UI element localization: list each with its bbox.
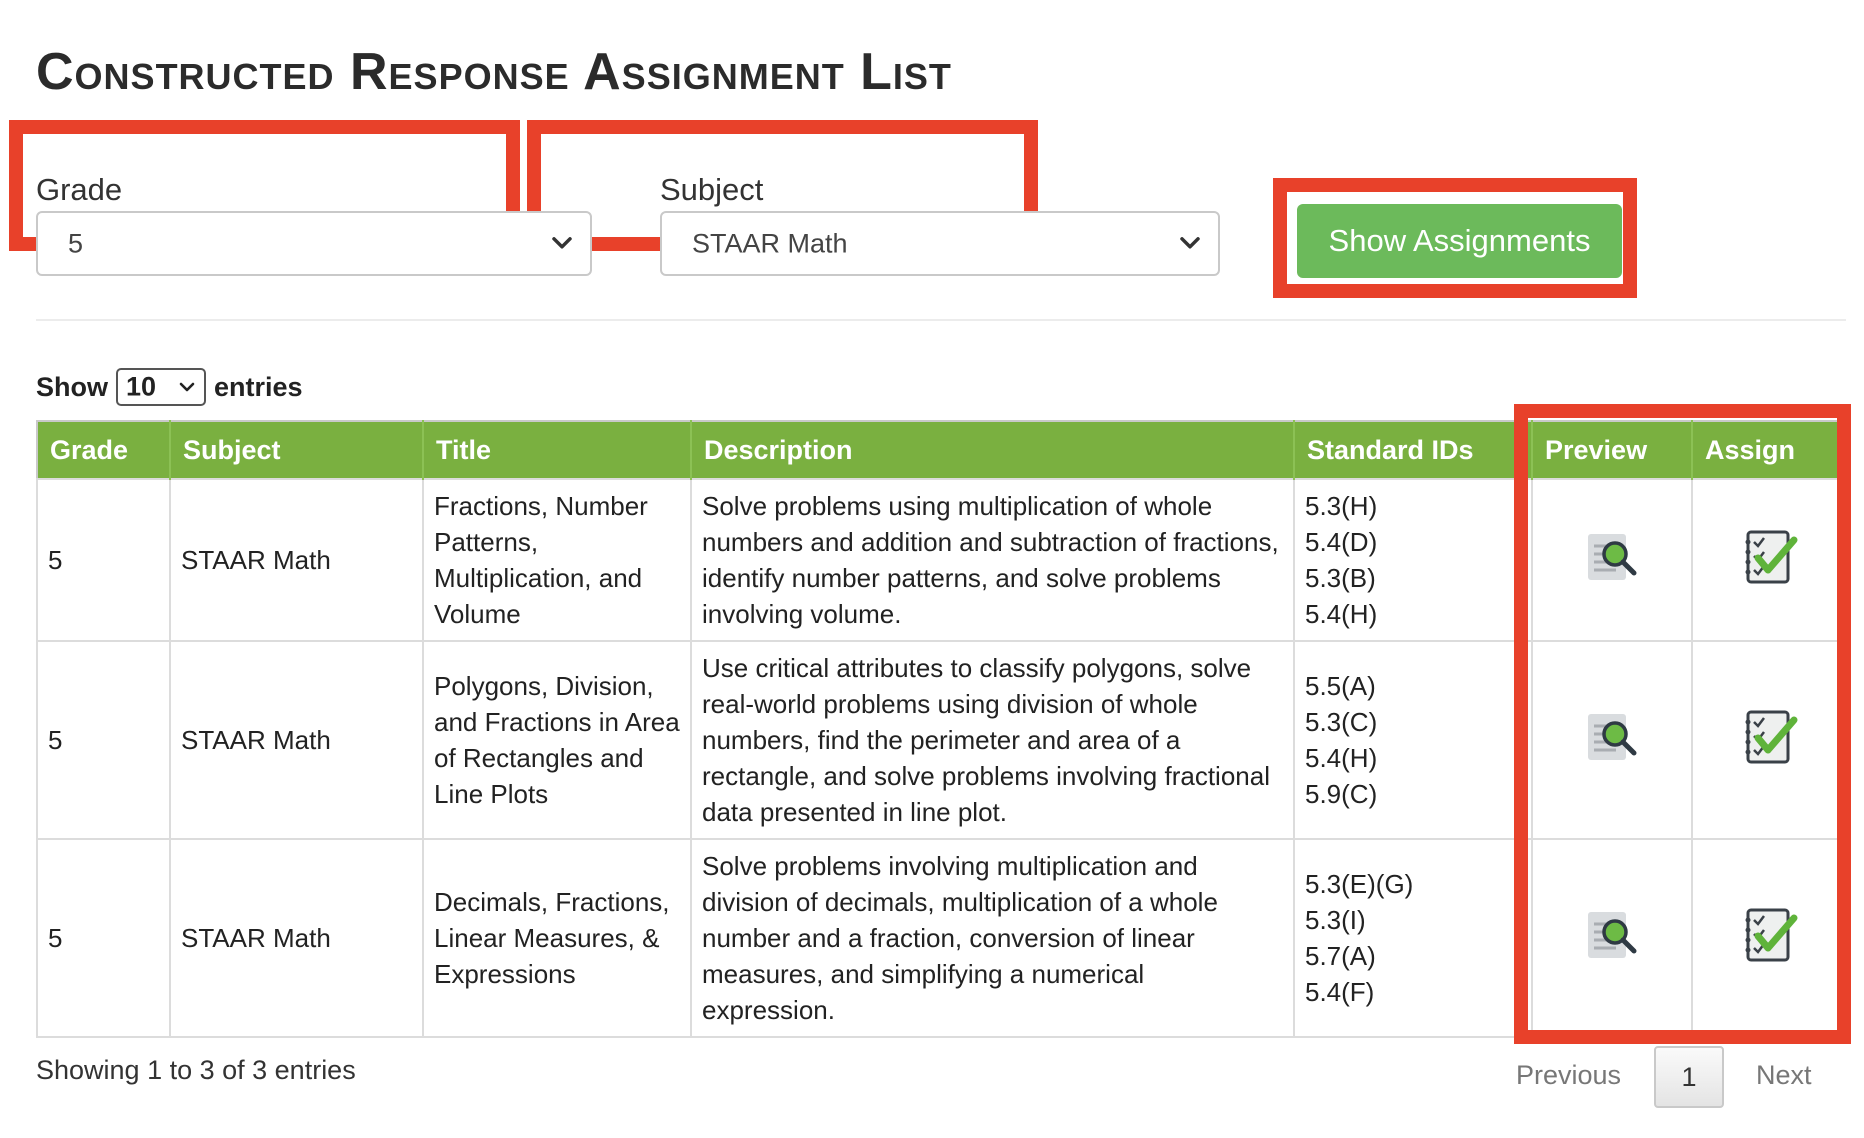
column-header-assign: Assign <box>1692 421 1847 479</box>
subject-select[interactable] <box>660 211 1220 276</box>
standard-id: 5.3(H) <box>1305 491 1378 521</box>
cell-title: Fractions, Number Patterns, Multiplication, and Volume <box>423 479 691 641</box>
grade-label: Grade <box>36 172 123 207</box>
subject-label: Subject <box>660 172 764 207</box>
cell-standard-ids <box>1294 479 1532 641</box>
standard-id: 5.3(E)(G) <box>1305 869 1414 899</box>
entries-length-select[interactable] <box>116 368 206 406</box>
standard-id: 5.4(F) <box>1305 977 1375 1007</box>
table-info: Showing 1 to 3 of 3 entries <box>36 1055 356 1085</box>
standard-id: 5.3(C) <box>1305 707 1378 737</box>
cell-description: Solve problems involving multiplication and division of decimals, multiplication of a whole number and a fraction, conversion of linear measures, and simplifying a numerical expression. <box>691 839 1294 1037</box>
cell-title: Decimals, Fractions, Linear Measures, & Expressions <box>423 839 691 1037</box>
cell-standard-ids <box>1294 839 1532 1037</box>
pagination-next[interactable]: Next <box>1756 1060 1812 1090</box>
cell-grade: 5 <box>37 479 170 641</box>
column-header-grade[interactable]: Grade <box>37 421 170 479</box>
pagination-previous[interactable]: Previous <box>1516 1060 1622 1090</box>
standard-id: 5.4(D) <box>1305 527 1378 557</box>
subject-select-value: STAAR Math <box>692 228 848 258</box>
grade-select-value: 5 <box>68 228 84 258</box>
show-assignments-button[interactable]: Show Assignments <box>1297 204 1622 278</box>
standard-id: 5.4(H) <box>1305 743 1378 773</box>
entries-length-control <box>36 367 303 407</box>
cell-subject: STAAR Math <box>170 479 423 641</box>
chevron-down-icon <box>178 378 196 396</box>
cell-standard-ids <box>1294 641 1532 839</box>
column-header-description[interactable]: Description <box>691 421 1294 479</box>
cell-grade: 5 <box>37 641 170 839</box>
cell-description: Use critical attributes to classify polygons, solve real-world problems using division of whole numbers, find the perimeter and area of a rectangle, and solve problems involving fractional data presented in line plot. <box>691 641 1294 839</box>
standard-id: 5.7(A) <box>1305 941 1376 971</box>
actions-highlight-box <box>1514 404 1851 1044</box>
standard-id: 5.3(B) <box>1305 563 1376 593</box>
cell-title: Polygons, Division, and Fractions in Area of Rectangles and Line Plots <box>423 641 691 839</box>
standard-id: 5.5(A) <box>1305 671 1376 701</box>
cell-description: Solve problems using multiplication of whole numbers and addition and subtraction of fractions, identify number patterns, and solve problems involving volume. <box>691 479 1294 641</box>
column-header-title[interactable]: Title <box>423 421 691 479</box>
cell-subject: STAAR Math <box>170 839 423 1037</box>
column-header-preview: Preview <box>1532 421 1692 479</box>
grade-select[interactable] <box>36 211 592 276</box>
standard-id: 5.4(H) <box>1305 599 1378 629</box>
cell-subject: STAAR Math <box>170 641 423 839</box>
entries-length-value: 10 <box>126 371 157 402</box>
pagination-page-1[interactable]: 1 <box>1654 1046 1724 1108</box>
page-title: Constructed Response Assignment List <box>36 43 952 101</box>
standard-id: 5.3(I) <box>1305 905 1366 935</box>
divider <box>36 319 1846 321</box>
chevron-down-icon <box>550 230 574 254</box>
show-label: Show <box>36 371 108 402</box>
standard-id: 5.9(C) <box>1305 779 1378 809</box>
entries-label: entries <box>214 371 303 402</box>
column-header-subject[interactable]: Subject <box>170 421 423 479</box>
column-header-standard-ids[interactable]: Standard IDs <box>1294 421 1532 479</box>
cell-grade: 5 <box>37 839 170 1037</box>
chevron-down-icon <box>1178 230 1202 254</box>
